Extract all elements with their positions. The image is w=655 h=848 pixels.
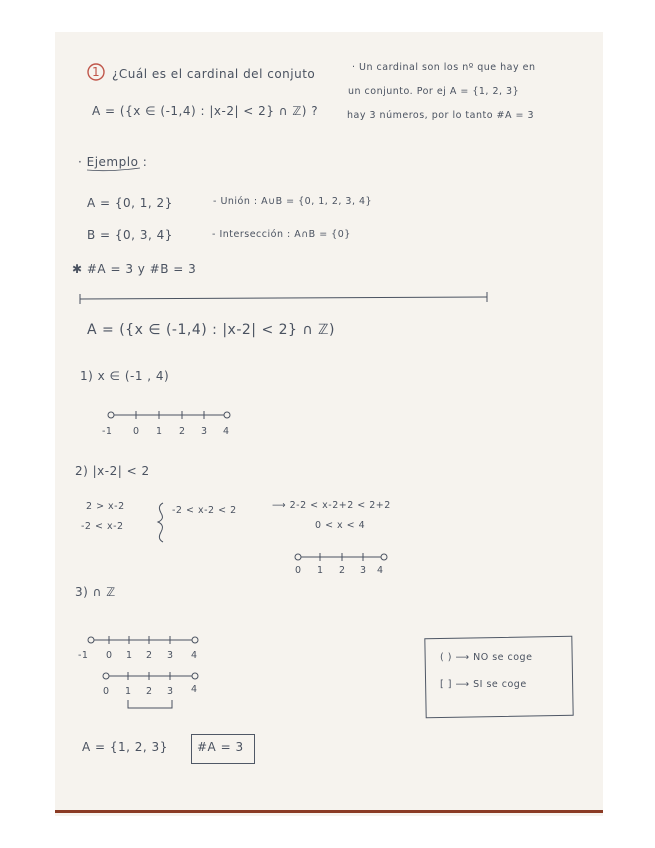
legend-open-interval: ( ) ⟶ NO se coge	[440, 652, 533, 663]
tick-label: 4	[223, 426, 230, 437]
tick-label: 3	[360, 565, 367, 576]
tick-label: 1	[126, 650, 133, 661]
tick-label: 0	[106, 650, 113, 661]
example-cardinals: ✱ #A = 3 y #B = 3	[72, 262, 197, 276]
step2-result: 0 < x < 4	[315, 520, 366, 531]
tick-label: 2	[146, 686, 153, 697]
tick-label: 4	[377, 565, 384, 576]
number-line-step3-top	[88, 636, 198, 644]
tick-label: 0	[103, 686, 110, 697]
note-line-2: un conjunto. Por ej A = {1, 2, 3}	[348, 86, 520, 97]
tick-label: 3	[201, 426, 208, 437]
tick-label: 2	[146, 650, 153, 661]
example-set-b: B = {0, 3, 4}	[87, 228, 173, 242]
step2-combined: -2 < x-2 < 2	[172, 505, 237, 516]
step2-arrow-expression: ⟶ 2-2 < x-2+2 < 2+2	[272, 500, 391, 511]
number-line-step1	[108, 411, 230, 419]
tick-label: 1	[156, 426, 163, 437]
legend-box	[424, 636, 573, 719]
tick-label: 0	[295, 565, 302, 576]
example-union: - Unión : A∪B = {0, 1, 2, 3, 4}	[213, 196, 373, 207]
step2-title: 2) |x-2| < 2	[75, 464, 150, 478]
step2-line-b: -2 < x-2	[81, 521, 124, 532]
legend-closed-interval: [ ] ⟶ SI se coge	[440, 679, 527, 690]
tick-label: 4	[191, 684, 198, 695]
tick-label: 2	[179, 426, 186, 437]
solution-set-expression: A = ({x ∈ (-1,4) : |x-2| < 2} ∩ ℤ)	[87, 322, 335, 338]
final-cardinal: #A = 3	[197, 740, 244, 754]
example-intersection: - Intersección : A∩B = {0}	[212, 229, 351, 240]
step2-brace	[158, 503, 163, 542]
section-divider	[80, 297, 487, 299]
number-line-step3-bottom	[103, 672, 198, 680]
tick-label: 3	[167, 686, 174, 697]
question-text: ¿Cuál es el cardinal del conjuto	[112, 67, 316, 81]
tick-label: 0	[133, 426, 140, 437]
tick-label: 1	[317, 565, 324, 576]
step1-title: 1) x ∈ (-1 , 4)	[80, 369, 170, 383]
tick-label: 4	[191, 650, 198, 661]
step2-line-a: 2 > x-2	[86, 501, 125, 512]
note-line-3: hay 3 números, por lo tanto #A = 3	[347, 110, 535, 121]
question-set-expression: A = ({x ∈ (-1,4) : |x-2| < 2} ∩ ℤ) ?	[92, 104, 319, 118]
example-title: · Ejemplo :	[78, 155, 148, 169]
tick-label: 2	[339, 565, 346, 576]
tick-label: 1	[125, 686, 132, 697]
number-line-step2	[295, 553, 387, 561]
question-number: 1	[92, 65, 101, 79]
tick-label: -1	[78, 650, 89, 661]
final-set: A = {1, 2, 3}	[82, 740, 168, 754]
note-line-1: · Un cardinal son los nº que hay en	[352, 62, 536, 73]
example-set-a: A = {0, 1, 2}	[87, 196, 173, 210]
selected-integers-bracket	[128, 700, 172, 708]
step3-title: 3) ∩ ℤ	[75, 585, 116, 599]
tick-label: -1	[102, 426, 113, 437]
tick-label: 3	[167, 650, 174, 661]
